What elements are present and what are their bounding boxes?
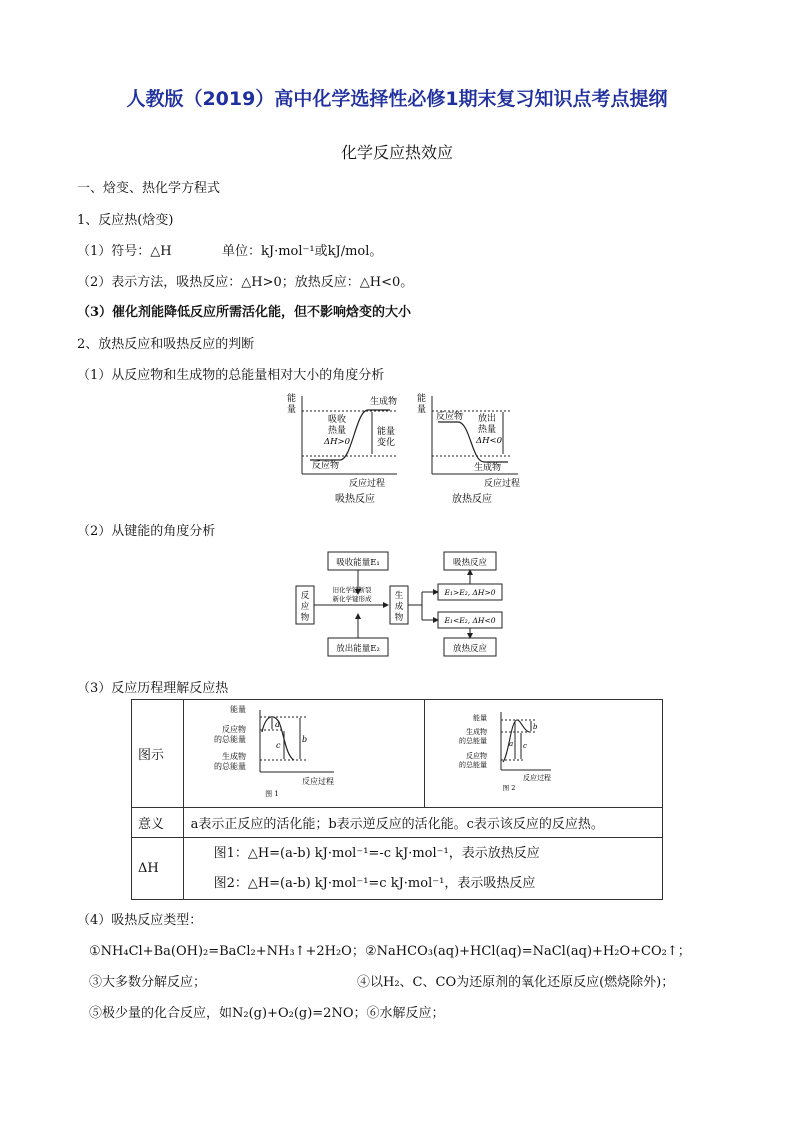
mid-label: 新化学键形成	[332, 595, 372, 603]
mid-label: 旧化学键断裂	[332, 586, 372, 594]
product-char: 物	[394, 613, 404, 623]
cond-label: E₁>E₂, ΔH>0	[444, 588, 496, 597]
caption: 放热反应	[452, 494, 492, 505]
note-line: 吸收	[328, 415, 347, 425]
note-line: 热量	[478, 425, 497, 435]
product-label: 生成物	[465, 728, 487, 736]
product-label: 生成物	[221, 752, 246, 761]
energy-profile-figure	[280, 388, 530, 510]
product-label: 的总能量	[213, 762, 246, 771]
bottom-label: 生成物	[474, 463, 502, 473]
a-label: a	[274, 720, 280, 729]
reactant-label: 的总能量	[458, 761, 487, 769]
b-label: b	[532, 723, 538, 731]
product-char: 成	[394, 602, 404, 612]
c-label: c	[522, 742, 527, 750]
absorb-label: 吸收能量E₁	[336, 558, 380, 568]
delta-h-cell	[183, 838, 662, 900]
section-subtitle: 化学反应热效应	[340, 143, 453, 162]
catalyst-note: （3）催化剂能降低反应所需活化能，但不影响焓变的大小	[77, 305, 412, 320]
reaction-item: ②NaHCO₃(aq)+HCl(aq)=NaCl(aq)+H₂O+CO₂↑；	[365, 944, 691, 959]
figure2-diagram	[425, 700, 661, 803]
caption: 图 1	[264, 790, 279, 798]
item2-heading: 2、放热反应和吸热反应的判断	[77, 337, 255, 352]
reactant-label: 反应物	[465, 752, 487, 760]
endothermic-diagram	[287, 392, 397, 505]
x-axis-label: 反应过程	[522, 774, 551, 782]
energy-label: 能量	[472, 714, 487, 722]
delta-h-line: 图2：△H=(a-b) kJ·mol⁻¹=c kJ·mol⁻¹，表示吸热反应	[213, 875, 536, 891]
symbol-line: （1）符号：△H	[77, 244, 172, 259]
b-label: b	[301, 735, 307, 744]
y-axis-label: 能	[416, 394, 426, 404]
endo-label: 吸热反应	[452, 558, 488, 568]
caption: 吸热反应	[335, 494, 375, 505]
x-axis-label: 反应过程	[348, 479, 385, 489]
sub2-heading: （2）从键能的角度分析	[77, 524, 216, 539]
note-line: ΔH<0	[476, 436, 503, 446]
method-line: （2）表示方法，吸热反应：△H>0；放热反应：△H<0。	[77, 275, 414, 290]
exo-label: 放热反应	[452, 644, 488, 654]
top-label: 反应物	[436, 412, 464, 422]
unit-line: 单位：kJ·mol⁻¹或kJ/mol。	[222, 244, 383, 259]
section-heading: 一、焓变、热化学方程式	[77, 181, 221, 196]
reactant-char: 物	[300, 613, 310, 623]
table-row-label: 意义	[132, 808, 184, 838]
a-label: a	[508, 740, 513, 748]
reactant-label: 的总能量	[213, 735, 246, 744]
reaction-curve	[503, 720, 529, 762]
top-label: 生成物	[370, 397, 398, 407]
note-line: ΔH>0	[324, 437, 351, 447]
change-label: 能量	[377, 427, 396, 437]
item4-heading: （4）吸热反应类型：	[77, 913, 203, 928]
reactant-label: 反应物	[221, 725, 246, 734]
figure1-diagram	[184, 700, 424, 803]
product-label: 的总能量	[458, 737, 487, 745]
document-title: 人教版（2019）高中化学选择性必修1期末复习知识点考点提纲	[126, 88, 668, 110]
reaction-item: ①NH₄Cl+Ba(OH)₂=BaCl₂+NH₃↑+2H₂O；	[89, 944, 365, 959]
table-row-label: ΔH	[132, 838, 184, 900]
release-label: 放出能量E₂	[336, 644, 380, 654]
energy-label: 能量	[229, 705, 246, 714]
reaction-item: ⑤极少量的化合反应，如N₂(g)+O₂(g)=2NO；⑥水解反应；	[89, 1006, 445, 1021]
x-axis-label: 反应过程	[483, 479, 520, 489]
sub1-heading: （1）从反应物和生成物的总能量相对大小的角度分析	[77, 368, 385, 383]
x-axis-label: 反应过程	[301, 777, 334, 786]
bond-energy-flowchart	[292, 548, 508, 660]
table-row-label: 图示	[132, 700, 184, 808]
item1-heading: 1、反应热(焓变)	[77, 213, 174, 228]
c-label: c	[275, 741, 281, 750]
meaning-text: a表示正反应的活化能；b表示逆反应的活化能。c表示该反应的反应热。	[183, 808, 662, 838]
activation-energy-table	[131, 699, 663, 900]
figure-cell	[183, 700, 424, 808]
reactant-char: 反	[300, 591, 310, 601]
y-axis-label: 量	[286, 405, 296, 415]
caption: 图 2	[502, 784, 515, 792]
figure-cell	[424, 700, 662, 808]
y-axis-label: 量	[416, 405, 426, 415]
note-line: 放出	[478, 414, 497, 424]
reaction-item: ④以H₂、C、CO为还原剂的氧化还原反应(燃烧除外)；	[357, 975, 675, 990]
exothermic-diagram	[417, 392, 520, 505]
cond-label: E₁<E₂, ΔH<0	[444, 616, 496, 625]
delta-h-line: 图1：△H=(a-b) kJ·mol⁻¹=-c kJ·mol⁻¹，表示放热反应	[213, 845, 540, 861]
note-line: 热量	[328, 426, 347, 436]
reaction-item: ③大多数分解反应；	[89, 975, 207, 990]
product-char: 生	[394, 591, 404, 601]
reactant-char: 应	[300, 602, 310, 612]
change-label: 变化	[377, 438, 396, 448]
y-axis-label: 能	[286, 394, 296, 404]
sub3-heading: （3）反应历程理解反应热	[77, 681, 229, 696]
bottom-label: 反应物	[312, 461, 340, 471]
